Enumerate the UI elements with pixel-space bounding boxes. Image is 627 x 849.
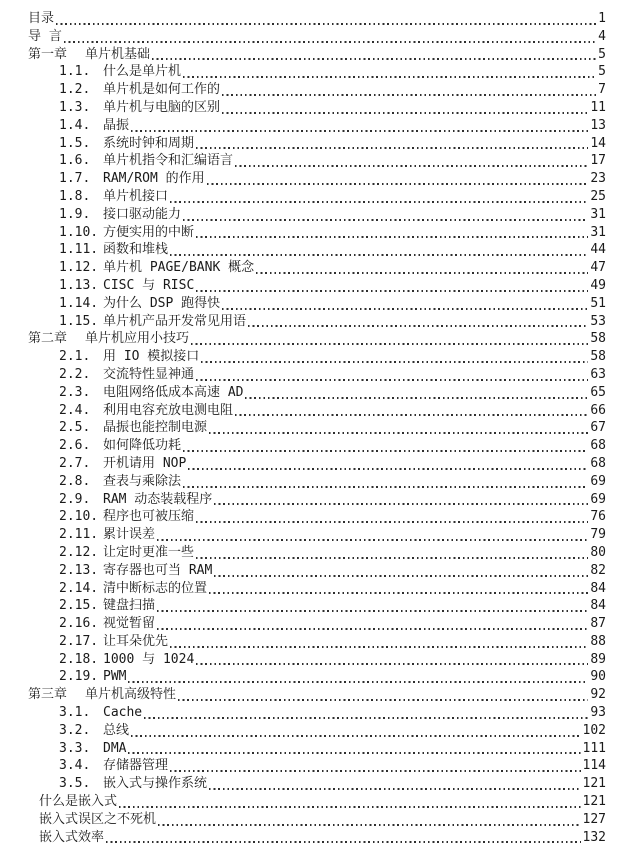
toc-entry[interactable] (28, 562, 606, 580)
toc-entry-page: 90 (590, 669, 606, 685)
dot-leader (245, 397, 588, 399)
toc-entry[interactable] (28, 277, 606, 295)
toc-entry[interactable] (28, 99, 606, 117)
toc-entry-number: 第一章 (28, 46, 68, 62)
toc-entry[interactable] (28, 170, 606, 188)
toc-entry-number: 2.15. (59, 598, 99, 614)
dot-leader (214, 503, 588, 505)
toc-entry[interactable] (28, 544, 606, 562)
toc-entry-page: 17 (590, 153, 606, 169)
toc-entry-page: 31 (590, 224, 606, 240)
toc-entry-number: 2.19. (59, 669, 99, 685)
toc-entry-title: 什么是单片机 (103, 64, 182, 80)
toc-entry-number: 1.9. (59, 206, 91, 222)
dot-leader (209, 432, 588, 434)
toc-entry[interactable] (28, 28, 606, 46)
toc-entry-title: 累计误差 (103, 527, 156, 543)
toc-entry-title: 单片机指令和汇编语言 (103, 153, 234, 169)
toc-entry-number: 1.6. (59, 153, 91, 169)
toc-entry-title: 交流特性显神通 (103, 366, 195, 382)
toc-entry-number: 2.9. (59, 491, 91, 507)
dot-leader (191, 343, 588, 345)
toc-entry-title: 为什么 DSP 跑得快 (103, 295, 221, 311)
toc-entry-page: 92 (590, 687, 606, 703)
toc-entry-number: 第三章 (28, 687, 68, 703)
toc-entry[interactable] (28, 508, 606, 526)
toc-entry-title: 嵌入式误区之不死机 (39, 811, 157, 827)
toc-entry-title: 系统时钟和周期 (103, 135, 195, 151)
toc-entry[interactable] (28, 491, 606, 509)
dot-leader (183, 219, 588, 221)
toc-entry-title: 晶振 (103, 117, 130, 133)
toc-entry[interactable] (28, 152, 606, 170)
dot-leader (158, 824, 581, 826)
toc-entry-number: 3.2. (59, 722, 91, 738)
toc-entry-title: 让耳朵优先 (103, 633, 169, 649)
toc-entry-page: 47 (590, 260, 606, 276)
toc-entry-number: 2.17. (59, 633, 99, 649)
toc-entry-page: 5 (598, 64, 606, 80)
toc-entry-title: 单片机高级特性 (85, 687, 177, 703)
toc-entry-title: RAM 动态装载程序 (103, 491, 213, 507)
dot-leader (64, 41, 596, 43)
dot-leader (196, 236, 588, 238)
toc-entry-title: 函数和堆栈 (103, 242, 169, 258)
toc-entry-number: 1.14. (59, 295, 99, 311)
toc-entry[interactable] (28, 793, 606, 811)
dot-leader (178, 699, 588, 701)
toc-entry-number: 3.1. (59, 705, 91, 721)
dot-leader (196, 290, 588, 292)
toc-entry[interactable] (28, 419, 606, 437)
toc-entry-title: 程序也可被压缩 (103, 509, 195, 525)
toc-entry-page: 25 (590, 188, 606, 204)
toc-entry-title: DMA (103, 740, 127, 756)
toc-entry-title: 键盘扫描 (103, 598, 156, 614)
dot-leader (196, 147, 588, 149)
toc-entry-title: 单片机是如何工作的 (103, 82, 221, 98)
toc-entry-page: 84 (590, 580, 606, 596)
dot-leader (188, 468, 588, 470)
toc-entry-number: 2.7. (59, 455, 91, 471)
dot-leader (157, 628, 588, 630)
toc-entry-number: 2.4. (59, 402, 91, 418)
toc-entry-number: 1.11. (59, 242, 99, 258)
toc-entry[interactable] (28, 366, 606, 384)
toc-entry-number: 2.2. (59, 366, 91, 382)
toc-entry-title: 用 IO 模拟接口 (103, 349, 200, 365)
toc-entry-page: 66 (590, 402, 606, 418)
toc-entry[interactable] (28, 384, 606, 402)
dot-leader (157, 539, 588, 541)
toc-entry-number: 1.4. (59, 117, 91, 133)
toc-entry-title: 存储器管理 (103, 758, 169, 774)
toc-entry-number: 2.1. (59, 349, 91, 365)
toc-entry-title: PWM (103, 669, 127, 685)
toc-entry[interactable] (28, 722, 606, 740)
toc-entry-number: 1.15. (59, 313, 99, 329)
toc-entry-page: 121 (582, 794, 606, 810)
dot-leader (256, 272, 588, 274)
toc-entry[interactable] (28, 740, 606, 758)
toc-entry-number: 1.7. (59, 171, 91, 187)
toc-entry-page: 82 (590, 562, 606, 578)
toc-entry[interactable] (28, 348, 606, 366)
toc-entry[interactable] (28, 633, 606, 651)
toc-entry-title: 嵌入式与操作系统 (103, 776, 208, 792)
toc-entry-number: 2.3. (59, 384, 91, 400)
dot-leader (144, 717, 588, 719)
dot-leader (209, 788, 581, 790)
toc-entry-title: 让定时更准一些 (103, 544, 195, 560)
toc-list (28, 10, 606, 846)
toc-entry-title: 开机请用 NOP (103, 455, 187, 471)
dot-leader (128, 681, 588, 683)
toc-entry-page: 67 (590, 420, 606, 436)
dot-leader (196, 557, 588, 559)
toc-entry-page: 1 (598, 11, 606, 26)
dot-leader (222, 308, 588, 310)
toc-entry[interactable] (28, 295, 606, 313)
toc-entry-page: 87 (590, 616, 606, 632)
toc-entry-title: 导 言 (28, 28, 62, 44)
dot-leader (106, 841, 581, 843)
dot-leader (131, 735, 581, 737)
toc-entry-number: 2.10. (59, 509, 99, 525)
toc-entry-page: 31 (590, 206, 606, 222)
toc-entry[interactable] (28, 259, 606, 277)
dot-leader (235, 414, 588, 416)
toc-entry-title: 什么是嵌入式 (39, 794, 118, 810)
toc-entry-number: 第二章 (28, 331, 68, 347)
dot-leader (201, 361, 588, 363)
toc-entry[interactable] (28, 10, 606, 28)
toc-entry-number: 1.13. (59, 277, 99, 293)
dot-leader (183, 486, 588, 488)
toc-entry[interactable] (28, 46, 606, 64)
toc-entry-page: 63 (590, 366, 606, 382)
toc-entry-title: CISC 与 RISC (103, 277, 195, 293)
toc-entry-page: 11 (590, 99, 606, 115)
toc-entry[interactable] (28, 224, 606, 242)
dot-leader (214, 575, 588, 577)
dot-leader (157, 610, 588, 612)
toc-entry-page: 58 (590, 349, 606, 365)
toc-entry-page: 88 (590, 633, 606, 649)
toc-entry-title: 1000 与 1024 (103, 651, 195, 667)
toc-entry-page: 13 (590, 117, 606, 133)
dot-leader (207, 183, 589, 185)
toc-entry[interactable] (28, 526, 606, 544)
toc-entry-page: 14 (590, 135, 606, 151)
toc-entry-title: 单片机与电脑的区别 (103, 99, 221, 115)
toc-entry-page: 68 (590, 455, 606, 471)
toc-entry[interactable] (28, 473, 606, 491)
dot-leader (235, 165, 588, 167)
toc-entry-title: 视觉暂留 (103, 616, 156, 632)
toc-entry[interactable] (28, 188, 606, 206)
dot-leader (183, 450, 588, 452)
toc-entry-title: 接口驱动能力 (103, 206, 182, 222)
toc-entry-page: 69 (590, 473, 606, 489)
toc-entry-title: Cache (103, 705, 143, 721)
toc-entry-title: 单片机产品开发常见用语 (103, 313, 247, 329)
toc-entry-page: 76 (590, 509, 606, 525)
toc-entry[interactable] (28, 757, 606, 775)
toc-entry-title: 方便实用的中断 (103, 224, 195, 240)
toc-entry-title: 利用电容充放电测电阻 (103, 402, 234, 418)
toc-entry-number: 2.18. (59, 651, 99, 667)
toc-entry[interactable] (28, 63, 606, 81)
toc-entry[interactable] (28, 704, 606, 722)
dot-leader (209, 592, 588, 594)
dot-leader (128, 752, 580, 754)
toc-entry[interactable] (28, 241, 606, 259)
toc-entry-title: 寄存器也可当 RAM (103, 562, 213, 578)
toc-entry-page: 89 (590, 651, 606, 667)
toc-entry[interactable] (28, 135, 606, 153)
toc-entry[interactable] (28, 437, 606, 455)
dot-leader (196, 663, 588, 665)
toc-entry[interactable] (28, 117, 606, 135)
toc-entry-number: 2.11. (59, 527, 99, 543)
toc-entry-number: 1.3. (59, 99, 91, 115)
dot-leader (196, 521, 588, 523)
toc-entry-number: 2.13. (59, 562, 99, 578)
toc-entry[interactable] (28, 686, 606, 704)
toc-entry-title: 电阻网络低成本高速 AD (103, 384, 244, 400)
toc-entry[interactable] (28, 597, 606, 615)
toc-entry-page: 4 (598, 28, 606, 44)
toc-entry-page: 5 (598, 46, 606, 62)
dot-leader (131, 130, 588, 132)
toc-entry-number: 2.8. (59, 473, 91, 489)
toc-entry[interactable] (28, 402, 606, 420)
toc-entry-title: 单片机基础 (85, 46, 151, 62)
toc-entry[interactable] (28, 829, 606, 847)
toc-entry-number: 2.12. (59, 544, 99, 560)
toc-entry-page: 7 (598, 82, 606, 98)
toc-entry-number: 1.12. (59, 260, 99, 276)
toc-entry-page: 132 (582, 829, 606, 845)
toc-entry-page: 93 (590, 705, 606, 721)
toc-entry-page: 58 (590, 331, 606, 347)
dot-leader (183, 76, 596, 78)
toc-entry-number: 3.4. (59, 758, 91, 774)
toc-entry-number: 2.6. (59, 438, 91, 454)
toc-entry-page: 68 (590, 438, 606, 454)
toc-entry[interactable] (28, 811, 606, 829)
toc-entry-page: 114 (582, 758, 606, 774)
toc-entry-title: 嵌入式效率 (39, 829, 105, 845)
toc-entry-number: 2.16. (59, 616, 99, 632)
toc-entry-number: 1.1. (59, 64, 91, 80)
toc-entry[interactable] (28, 206, 606, 224)
dot-leader (222, 94, 596, 96)
toc-entry-title: 总线 (103, 722, 130, 738)
dot-leader (56, 23, 596, 25)
toc-entry[interactable] (28, 775, 606, 793)
toc-entry-page: 49 (590, 277, 606, 293)
toc-entry-number: 3.5. (59, 776, 91, 792)
toc-entry[interactable] (28, 455, 606, 473)
toc-entry-page: 53 (590, 313, 606, 329)
toc-entry[interactable] (28, 651, 606, 669)
toc-entry-number: 3.3. (59, 740, 91, 756)
toc-entry-page: 121 (582, 776, 606, 792)
toc-entry-page: 80 (590, 544, 606, 560)
dot-leader (222, 112, 588, 114)
toc-entry-page: 51 (590, 295, 606, 311)
toc-entry[interactable] (28, 668, 606, 686)
dot-leader (152, 58, 596, 60)
toc-entry-title: 晶振也能控制电源 (103, 420, 208, 436)
toc-entry-number: 1.5. (59, 135, 91, 151)
toc-entry[interactable] (28, 81, 606, 99)
toc-entry-page: 84 (590, 598, 606, 614)
dot-leader (170, 646, 588, 648)
toc-entry-title: 清中断标志的位置 (103, 580, 208, 596)
toc-entry[interactable] (28, 615, 606, 633)
dot-leader (170, 201, 588, 203)
toc-entry-title: 目录 (28, 11, 55, 26)
toc-entry-title: 如何降低功耗 (103, 438, 182, 454)
toc-entry-title: RAM/ROM 的作用 (103, 171, 205, 187)
dot-leader (248, 325, 588, 327)
toc-entry-page: 79 (590, 527, 606, 543)
toc-entry-title: 单片机接口 (103, 188, 169, 204)
dot-leader (119, 806, 581, 808)
toc-entry-page: 111 (582, 740, 606, 756)
toc-entry-number: 1.8. (59, 188, 91, 204)
dot-leader (196, 379, 588, 381)
dot-leader (170, 770, 581, 772)
toc-entry-number: 1.10. (59, 224, 99, 240)
toc-entry[interactable] (28, 313, 606, 331)
toc-entry-title: 单片机 PAGE/BANK 概念 (103, 260, 255, 276)
toc-entry-number: 2.14. (59, 580, 99, 596)
toc-entry-title: 单片机应用小技巧 (85, 331, 190, 347)
toc-entry[interactable] (28, 330, 606, 348)
toc-entry-number: 2.5. (59, 420, 91, 436)
toc-entry[interactable] (28, 580, 606, 598)
dot-leader (170, 254, 588, 256)
toc-entry-title: 查表与乘除法 (103, 473, 182, 489)
toc-entry-page: 23 (590, 171, 606, 187)
toc-entry-page: 102 (582, 722, 606, 738)
toc-entry-page: 65 (590, 384, 606, 400)
toc-entry-number: 1.2. (59, 82, 91, 98)
toc-entry-page: 69 (590, 491, 606, 507)
toc-entry-page: 44 (590, 242, 606, 258)
toc-entry-page: 127 (582, 811, 606, 827)
